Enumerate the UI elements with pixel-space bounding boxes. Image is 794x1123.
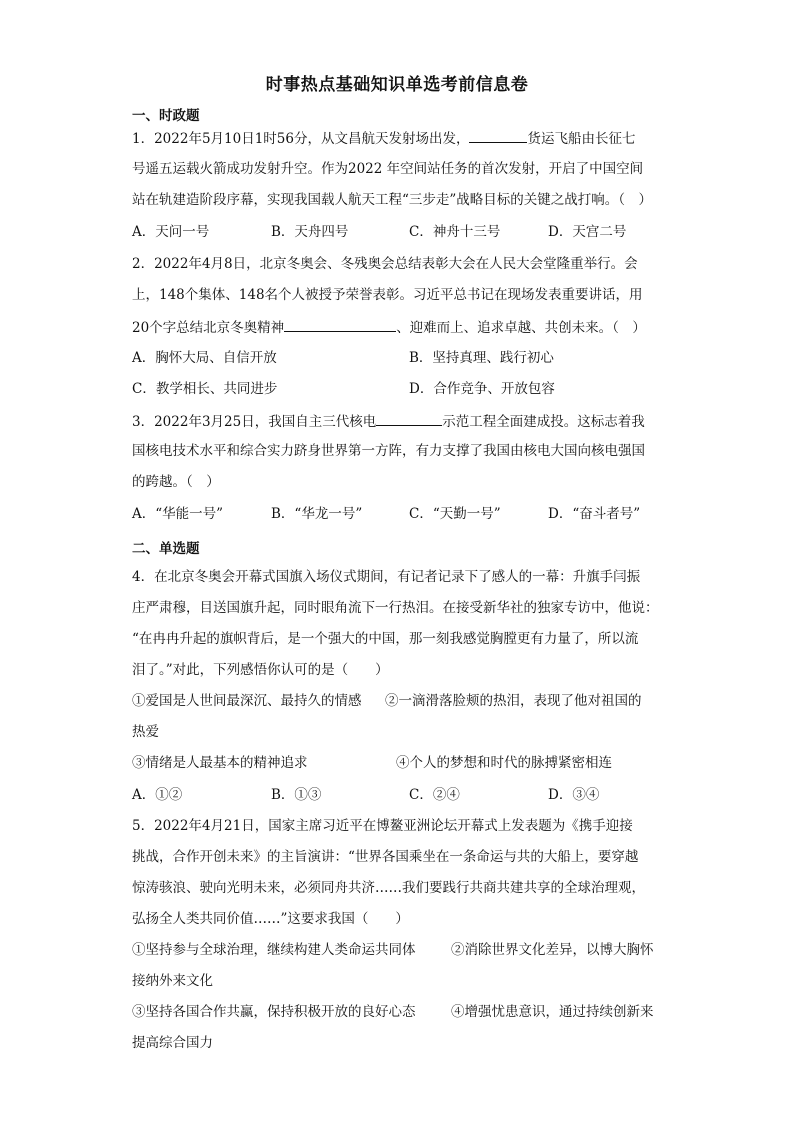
q1-option-d: D．天宫二号 [548, 224, 627, 240]
answer-blank [376, 411, 442, 426]
q5-statement-4-cont: 提高综合国力 [132, 1035, 213, 1051]
question-3-line-1 [132, 411, 645, 431]
q2-option-b: B．坚持真理、践行初心 [409, 350, 554, 366]
q3-option-a: A．“华能一号” [132, 506, 224, 522]
q2-option-d: D．合作竞争、开放包容 [409, 381, 555, 397]
question-1-line-1 [132, 128, 635, 148]
question-2-line-1: 2．2022年4月8日，北京冬奥会、冬残奥会总结表彰大会在人民大会堂隆重举行。会 [132, 256, 638, 272]
page-title: 时事热点基础知识单选考前信息卷 [265, 75, 529, 95]
q2-option-a: A．胸怀大局、自信开放 [132, 350, 277, 366]
question-3-line-3: 的跨越。（ ） [132, 474, 220, 490]
q3-option-c: C．“天勤一号” [409, 506, 501, 522]
question-2-line-3 [132, 317, 646, 337]
q4-statement-3: ③情绪是人最基本的精神追求 [132, 755, 308, 771]
q5-statement-2-cont: 接纳外来文化 [132, 973, 213, 989]
question-2-text-b: 、迎难而上、追求卓越、共创未来。（ ） [396, 320, 646, 336]
question-4-line-4: 泪了。”对此，下列感悟你认可的是（ ） [132, 662, 389, 678]
section-heading-single-choice: 二、单选题 [132, 541, 200, 557]
q1-option-a: A．天问一号 [132, 224, 210, 240]
q3-option-d: D．“奋斗者号” [548, 506, 641, 522]
q5-statement-2: ②消除世界文化差异，以博大胸怀 [451, 942, 654, 958]
question-5-line-2: 挑战，合作开创未来》的主旨演讲：“世界各国乘坐在一条命运与共的大船上，要穿越 [132, 849, 639, 865]
question-5-line-4: 弘扬全人类共同价值……”这要求我国（ ） [132, 911, 409, 927]
question-4-line-1: 4．在北京冬奥会开幕式国旗入场仪式期间，有记者记录下了感人的一幕：升旗手闫振 [132, 569, 641, 585]
question-4-line-3: “在冉冉升起的旗帜背后，是一个强大的中国，那一刻我感觉胸膛更有力量了，所以流 [132, 631, 639, 647]
q4-option-b: B．①③ [271, 787, 322, 803]
q5-statement-3: ③坚持各国合作共赢，保持积极开放的良好心态 [132, 1004, 416, 1020]
q4-statement-1: ①爱国是人世间最深沉、最持久的情感 [132, 693, 362, 709]
question-1-text-a: 1．2022年5月10日1时56分，从文昌航天发射场出发， [132, 131, 470, 147]
q1-option-b: B．天舟四号 [271, 224, 349, 240]
question-1-line-3: 站在轨建造阶段序幕，实现我国载人航天工程“三步走”战略目标的关键之战打响。（ ） [132, 192, 653, 208]
question-3-text-b: 示范工程全面建成投。这标志着我 [442, 414, 645, 430]
answer-blank [469, 128, 527, 143]
q4-statement-2: ②一滴滑落脸颊的热泪，表现了他对祖国的 [385, 693, 642, 709]
question-1-line-2: 号遥五运载火箭成功发射升空。作为2022 年空间站任务的首次发射，开启了中国空间 [132, 161, 644, 177]
question-1-text-b: 货运飞船由长征七 [527, 131, 636, 147]
q1-option-c: C．神舟十三号 [409, 224, 501, 240]
q4-option-d: D．③④ [548, 787, 600, 803]
question-5-line-3: 惊涛骇浪、驶向光明未来，必须同舟共济……我们要践行共商共建共享的全球治理观， [132, 880, 645, 896]
question-2-line-2: 上，148个集体、148名个人被授予荣誉表彰。习近平总书记在现场发表重要讲话，用 [132, 287, 643, 303]
section-heading-politics: 一、时政题 [132, 108, 200, 124]
q3-option-b: B．“华龙一号” [271, 506, 363, 522]
q4-option-a: A．①② [132, 787, 183, 803]
q4-option-c: C．②④ [409, 787, 460, 803]
question-5-line-1: 5．2022年4月21日，国家主席习近平在博鳌亚洲论坛开幕式上发表题为《携手迎接 [132, 818, 633, 834]
q4-statement-2-cont: 热爱 [132, 724, 159, 740]
answer-blank [284, 317, 396, 332]
question-2-text-a: 20个字总结北京冬奥精神 [132, 320, 285, 336]
q5-statement-4: ④增强忧患意识，通过持续创新来 [451, 1004, 654, 1020]
question-4-line-2: 庄严肃穆，目送国旗升起，同时眼角流下一行热泪。在接受新华社的独家专访中，他说： [132, 600, 659, 616]
q2-option-c: C．教学相长、共同进步 [132, 381, 278, 397]
question-3-line-2: 国核电技术水平和综合实力跻身世界第一方阵，有力支撑了我国由核电大国向核电强国 [132, 443, 645, 459]
question-3-text-a: 3．2022年3月25日，我国自主三代核电 [132, 414, 377, 430]
q5-statement-1: ①坚持参与全球治理，继续构建人类命运共同体 [132, 942, 416, 958]
q4-statement-4: ④个人的梦想和时代的脉搏紧密相连 [396, 755, 612, 771]
